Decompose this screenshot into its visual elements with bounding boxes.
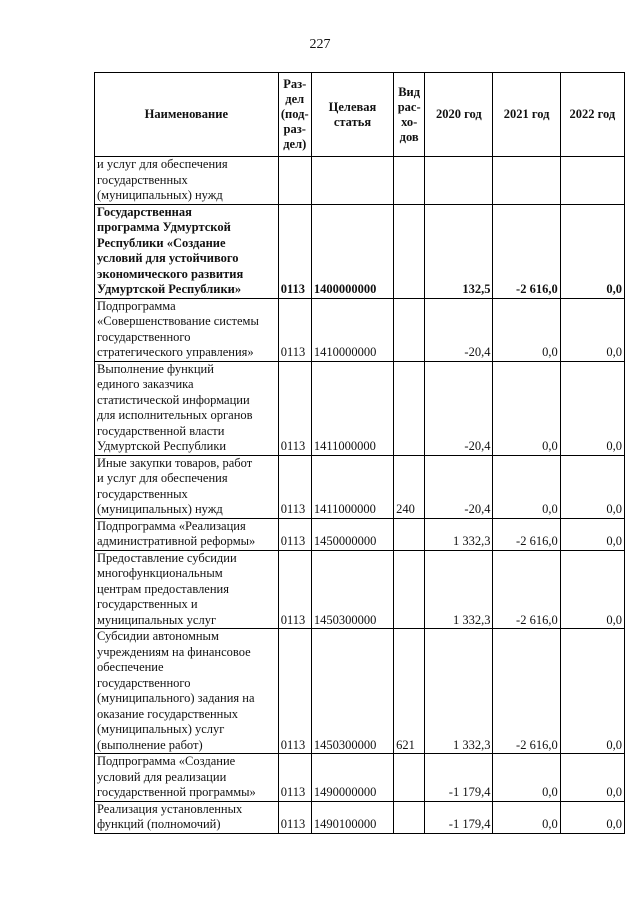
row-target-article: 1400000000 [311,204,393,298]
row-value-2020: -20,4 [425,455,493,518]
row-target-article: 1490000000 [311,754,393,802]
row-name: Подпрограмма «Создание условий для реализации государственной программы» [95,754,279,802]
row-value-2020 [425,157,493,205]
row-target-article: 1410000000 [311,298,393,361]
row-name: Государственная программа Удмуртской Республики «Создание условий для устойчивого экономического развития Удмуртской Республики» [95,204,279,298]
row-value-2022: 0,0 [560,550,624,629]
row-target-article: 1490100000 [311,801,393,833]
table-row [95,204,625,298]
row-name: Подпрограмма «Совершенствование системы государственного стратегического управления» [95,298,279,361]
header-name: Наименование [95,73,279,157]
row-section [278,157,311,205]
row-target-article: 1450300000 [311,629,393,754]
row-value-2020: -20,4 [425,361,493,455]
row-value-2021: -2 616,0 [493,518,560,550]
row-value-2021: 0,0 [493,455,560,518]
row-value-2022 [560,157,624,205]
row-section: 0113 [278,298,311,361]
budget-table [94,72,625,834]
row-name: Иные закупки товаров, работ и услуг для обеспечения государственных (муниципальных) нужд [95,455,279,518]
row-value-2020: 1 332,3 [425,629,493,754]
header-row [95,73,625,157]
row-value-2022: 0,0 [560,518,624,550]
row-value-2020: -1 179,4 [425,801,493,833]
row-value-2021 [493,157,560,205]
row-target-article: 1450000000 [311,518,393,550]
row-expense-kind [394,204,425,298]
row-value-2020: -20,4 [425,298,493,361]
table-row [95,518,625,550]
table-row [95,157,625,205]
row-expense-kind [394,157,425,205]
table-row [95,754,625,802]
row-section: 0113 [278,518,311,550]
row-value-2021: -2 616,0 [493,204,560,298]
row-name: Выполнение функций единого заказчика статистической информации для исполнительных органов государственной власти Удмуртской Республики [95,361,279,455]
row-value-2020: -1 179,4 [425,754,493,802]
row-name: Подпрограмма «Реализация административной реформы» [95,518,279,550]
row-value-2021: 0,0 [493,361,560,455]
table-row [95,629,625,754]
header-2022: 2022 год [560,73,624,157]
row-value-2021: -2 616,0 [493,629,560,754]
row-value-2022: 0,0 [560,455,624,518]
table-row [95,361,625,455]
row-name: Предоставление субсидии многофункциональным центрам предоставления государственных и муниципальных услуг [95,550,279,629]
header-2020: 2020 год [425,73,493,157]
table-row [95,550,625,629]
row-value-2022: 0,0 [560,754,624,802]
row-expense-kind [394,298,425,361]
row-value-2021: 0,0 [493,801,560,833]
row-value-2021: -2 616,0 [493,550,560,629]
row-target-article: 1411000000 [311,455,393,518]
header-section: Раз- дел (под- раз- дел) [278,73,311,157]
row-expense-kind: 240 [394,455,425,518]
page-number: 227 [309,37,331,52]
row-value-2022: 0,0 [560,801,624,833]
row-value-2022: 0,0 [560,629,624,754]
row-target-article: 1411000000 [311,361,393,455]
header-target-article: Целевая статья [311,73,393,157]
row-value-2021: 0,0 [493,298,560,361]
row-name: Реализация установленных функций (полномочий) [95,801,279,833]
table-row [95,298,625,361]
row-name: и услуг для обеспечения государственных (муниципальных) нужд [95,157,279,205]
row-section: 0113 [278,754,311,802]
row-value-2022: 0,0 [560,361,624,455]
row-name: Субсидии автономным учреждениям на финансовое обеспечение государственного (муниципального) задания на оказание государственных (муниципальных) услуг (выполнение работ) [95,629,279,754]
row-value-2020: 132,5 [425,204,493,298]
header-2021: 2021 год [493,73,560,157]
row-section: 0113 [278,629,311,754]
table-row [95,801,625,833]
row-target-article: 1450300000 [311,550,393,629]
row-section: 0113 [278,455,311,518]
table-row [95,455,625,518]
row-target-article [311,157,393,205]
row-section: 0113 [278,204,311,298]
row-expense-kind [394,754,425,802]
row-value-2020: 1 332,3 [425,518,493,550]
row-value-2020: 1 332,3 [425,550,493,629]
row-value-2022: 0,0 [560,298,624,361]
row-value-2021: 0,0 [493,754,560,802]
header-expense-kind: Вид рас- хо- дов [394,73,425,157]
row-expense-kind [394,550,425,629]
row-expense-kind [394,801,425,833]
row-expense-kind [394,518,425,550]
row-section: 0113 [278,361,311,455]
row-value-2022: 0,0 [560,204,624,298]
row-expense-kind [394,361,425,455]
row-section: 0113 [278,801,311,833]
row-section: 0113 [278,550,311,629]
row-expense-kind: 621 [394,629,425,754]
